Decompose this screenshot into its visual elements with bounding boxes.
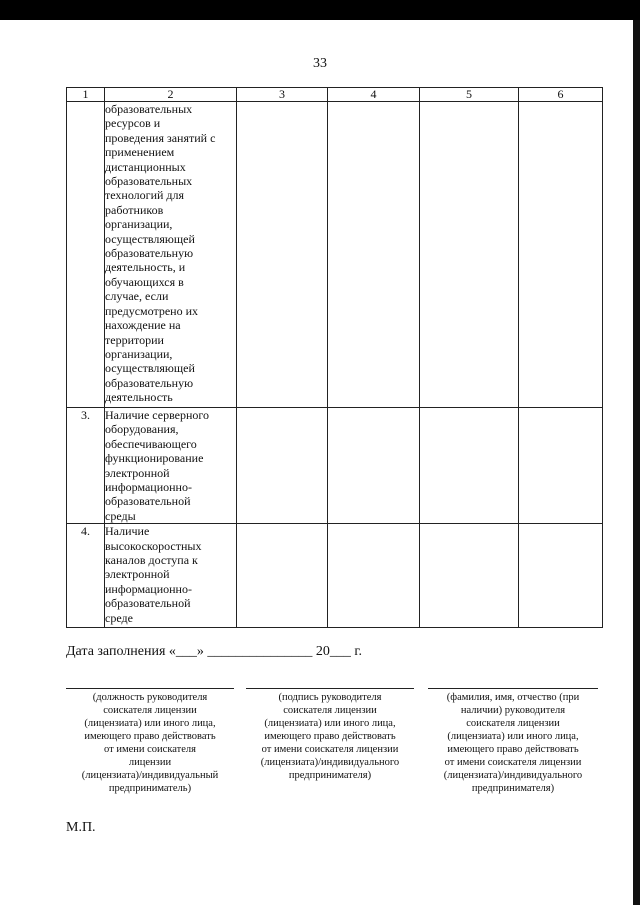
row-number: 3. — [67, 408, 105, 524]
signature-caption: (подпись руководителя соискателя лицензии (лицензиата) или иного лица, имеющего право действовать от имени соискателя лицензии (лицензиата)/индивидуального предпринимателя) — [260, 692, 400, 781]
row-description: Наличие серверного оборудования, обеспечивающего функционирование электронной информационно- образовательной среды — [105, 408, 237, 524]
column-header: 1 — [67, 88, 105, 102]
table-header-row — [67, 88, 603, 102]
scan-right-border — [633, 20, 640, 905]
column-header: 5 — [420, 88, 519, 102]
table-row — [67, 408, 603, 524]
signature-line — [66, 688, 234, 689]
table-cell — [237, 524, 328, 628]
column-header: 3 — [237, 88, 328, 102]
column-header: 2 — [105, 88, 237, 102]
signature-line — [246, 688, 414, 689]
signature-caption: (должность руководителя соискателя лицензии (лицензиата) или иного лица, имеющего право действовать от имени соискателя лицензии (лицензиата)/индивидуальный предприниматель) — [81, 692, 219, 794]
table-row — [67, 102, 603, 408]
table-cell — [237, 102, 328, 408]
table-cell — [519, 408, 603, 524]
license-table — [66, 87, 603, 628]
table-cell — [237, 408, 328, 524]
row-description: образовательных ресурсов и проведения занятий с применением дистанционных образовательных технологий для работников организации, осуществляющей образовательную деятельность, и обучающихся в случае, если предусмотрено их нахождение на территории организации, осуществляющей образовательную деятельность — [105, 102, 237, 408]
row-number: 4. — [67, 524, 105, 628]
column-header: 4 — [328, 88, 420, 102]
scan-top-border — [0, 0, 640, 20]
table-cell — [420, 102, 519, 408]
row-number — [67, 102, 105, 408]
row-description: Наличие высокоскоростных каналов доступа к электронной информационно- образовательной среде — [105, 524, 237, 628]
fill-date-line: Дата заполнения «___» _______________ 20___ г. — [66, 644, 363, 659]
signature-line — [428, 688, 598, 689]
table-cell — [420, 408, 519, 524]
table-cell — [519, 524, 603, 628]
stamp-label: М.П. — [66, 820, 96, 835]
column-header: 6 — [519, 88, 603, 102]
table-cell — [519, 102, 603, 408]
signature-caption: (фамилия, имя, отчество (при наличии) руководителя соискателя лицензии (лицензиата) или иного лица, имеющего право действовать от имени соискателя лицензии (лицензиата)/индивидуального предпринимателя) — [443, 692, 583, 794]
table-cell — [328, 408, 420, 524]
signature-block-signature — [246, 688, 414, 782]
signature-block-position — [66, 688, 234, 795]
table-cell — [328, 102, 420, 408]
table-row — [67, 524, 603, 628]
signature-block-name — [428, 688, 598, 795]
table-cell — [420, 524, 519, 628]
table-cell — [328, 524, 420, 628]
page-number: 33 — [313, 56, 327, 71]
